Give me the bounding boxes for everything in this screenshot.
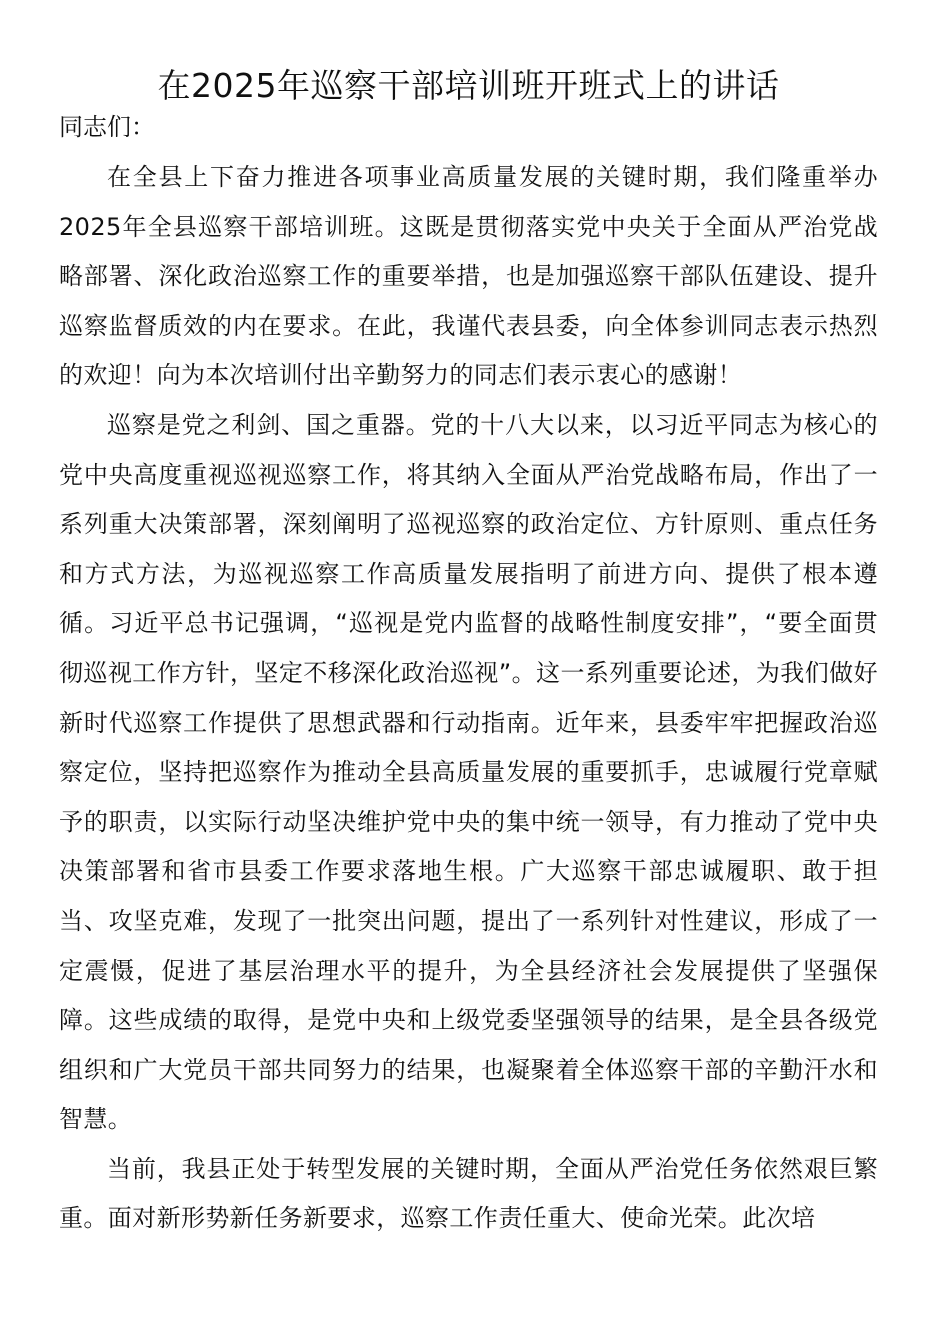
document-title: 在2025年巡察干部培训班开班式上的讲话 — [157, 66, 780, 105]
salutation: 同志们： — [59, 113, 155, 141]
paragraph-welcome: 在全县上下奋力推进各项事业高质量发展的关键时期，我们隆重举办2025年全县巡察干部培训班。这既是贯彻落实党中央关于全面从严治党战略部署、深化政治巡察工作的重要举措，也是加强巡察干部队伍建设、提升巡察监督质效的内在要求。在此，我谨代表县委，向全体参训同志表示热烈的欢迎！向为本次培训付出辛勤努力的同志们表示衷心的感谢！ — [59, 163, 878, 390]
paragraph-inspection-significance: 巡察是党之利剑、国之重器。党的十八大以来，以习近平同志为核心的党中央高度重视巡视巡察工作，将其纳入全面从严治党战略布局，作出了一系列重大决策部署，深刻阐明了巡视巡察的政治定位、方针原则、重点任务和方式方法，为巡视巡察工作高质量发展指明了前进方向、提供了根本遵循。习近平总书记强调，“巡视是党内监督的战略性制度安排”，“要全面贯彻巡视工作方针，坚定不移深化政治巡视”。这一系列重要论述，为我们做好新时代巡察工作提供了思想武器和行动指南。近年来，县委牢牢把握政治巡察定位，坚持把巡察作为推动全县高质量发展的重要抓手，忠诚履行党章赋予的职责，以实际行动坚决维护党中央的集中统一领导，有力推动了党中央决策部署和省市县委工作要求落地生根。广大巡察干部忠诚履职、敢于担当、攻坚克难，发现了一批突出问题，提出了一系列针对性建议，形成了一定震慑，促进了基层治理水平的提升，为全县经济社会发展提供了坚强保障。这些成绩的取得，是党中央和上级党委坚强领导的结果，是全县各级党组织和广大党员干部共同努力的结果，也凝聚着全体巡察干部的辛勤汗水和智慧。 — [59, 410, 878, 1134]
paragraph-current-situation: 当前，我县正处于转型发展的关键时期，全面从严治党任务依然艰巨繁重。面对新形势新任务新要求，巡察工作责任重大、使命光荣。此次培 — [59, 1154, 878, 1233]
